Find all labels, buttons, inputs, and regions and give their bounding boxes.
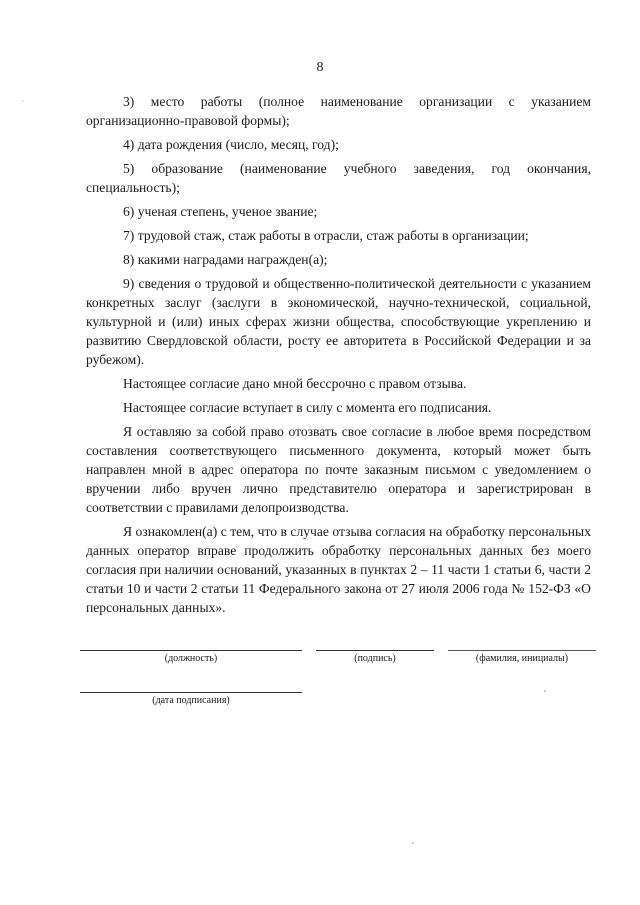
signature-line [316, 650, 434, 665]
paragraph-item-7: 7) трудовой стаж, стаж работы в отрасли, стаж работы в организации; [123, 228, 529, 243]
paragraph-item-8: 8) какими наградами награжден(а); [123, 252, 328, 267]
paragraph-consent-term: Настоящее согласие дано мной бессрочно с правом отзыва. [123, 376, 467, 391]
position-line [80, 650, 302, 665]
paragraph-consent-effective: Настоящее согласие вступает в силу с момента его подписания. [123, 400, 492, 415]
scan-speck [22, 100, 24, 102]
date-caption: (дата подписания) [152, 695, 230, 706]
paragraph-item-4: 4) дата рождения (число, месяц, год); [123, 137, 339, 152]
signature-caption: (подпись) [354, 653, 396, 664]
name-caption: (фамилия, инициалы) [475, 653, 569, 664]
paragraph-item-5: 5) образование (наименование учебного заведения, год окончания, специальность); [86, 161, 591, 195]
name-line [448, 650, 596, 665]
page-number: 8 [316, 60, 324, 75]
position-caption: (должность) [164, 653, 218, 664]
paragraph-acknowledgement: Я ознакомлен(а) с тем, что в случае отзыва согласия на обработку персональных данных оператор вправе продолжить обработку персональных данных без моего согласия при наличии оснований, указанных в пунктах 2 – 11 части 1 статьи 6, части 2 статьи 10 и части 2 статьи 11 Федерального закона от 27 июля 2006 года № 152-ФЗ «О персональных данных». [86, 524, 591, 615]
paragraph-withdrawal-right: Я оставляю за собой право отозвать свое согласие в любое время посредством составления соответствующего письменного документа, который может быть направлен мной в адрес оператора по почте заказным письмом с уведомлением о вручении либо вручен лично представителю оператора и зарегистрирован в соответствии с правилами делопроизводства. [86, 424, 591, 515]
document-body [86, 92, 591, 622]
paragraph-item-3: 3) место работы (полное наименование организации с указанием организационно-правовой формы); [86, 94, 591, 128]
date-line [80, 692, 302, 707]
paragraph-item-9: 9) сведения о трудовой и общественно-политической деятельности с указанием конкретных заслуг (заслуги в экономической, научно-технической, социальной, культурной и (или) иных сферах жизни общества, способствующие укреплению и развитию Свердловской области, росту ее авторитета в Российской Федерации и за рубежом). [86, 276, 591, 367]
scan-speck [544, 690, 546, 692]
scan-speck [412, 842, 414, 844]
paragraph-item-6: 6) ученая степень, ученое звание; [123, 204, 318, 219]
